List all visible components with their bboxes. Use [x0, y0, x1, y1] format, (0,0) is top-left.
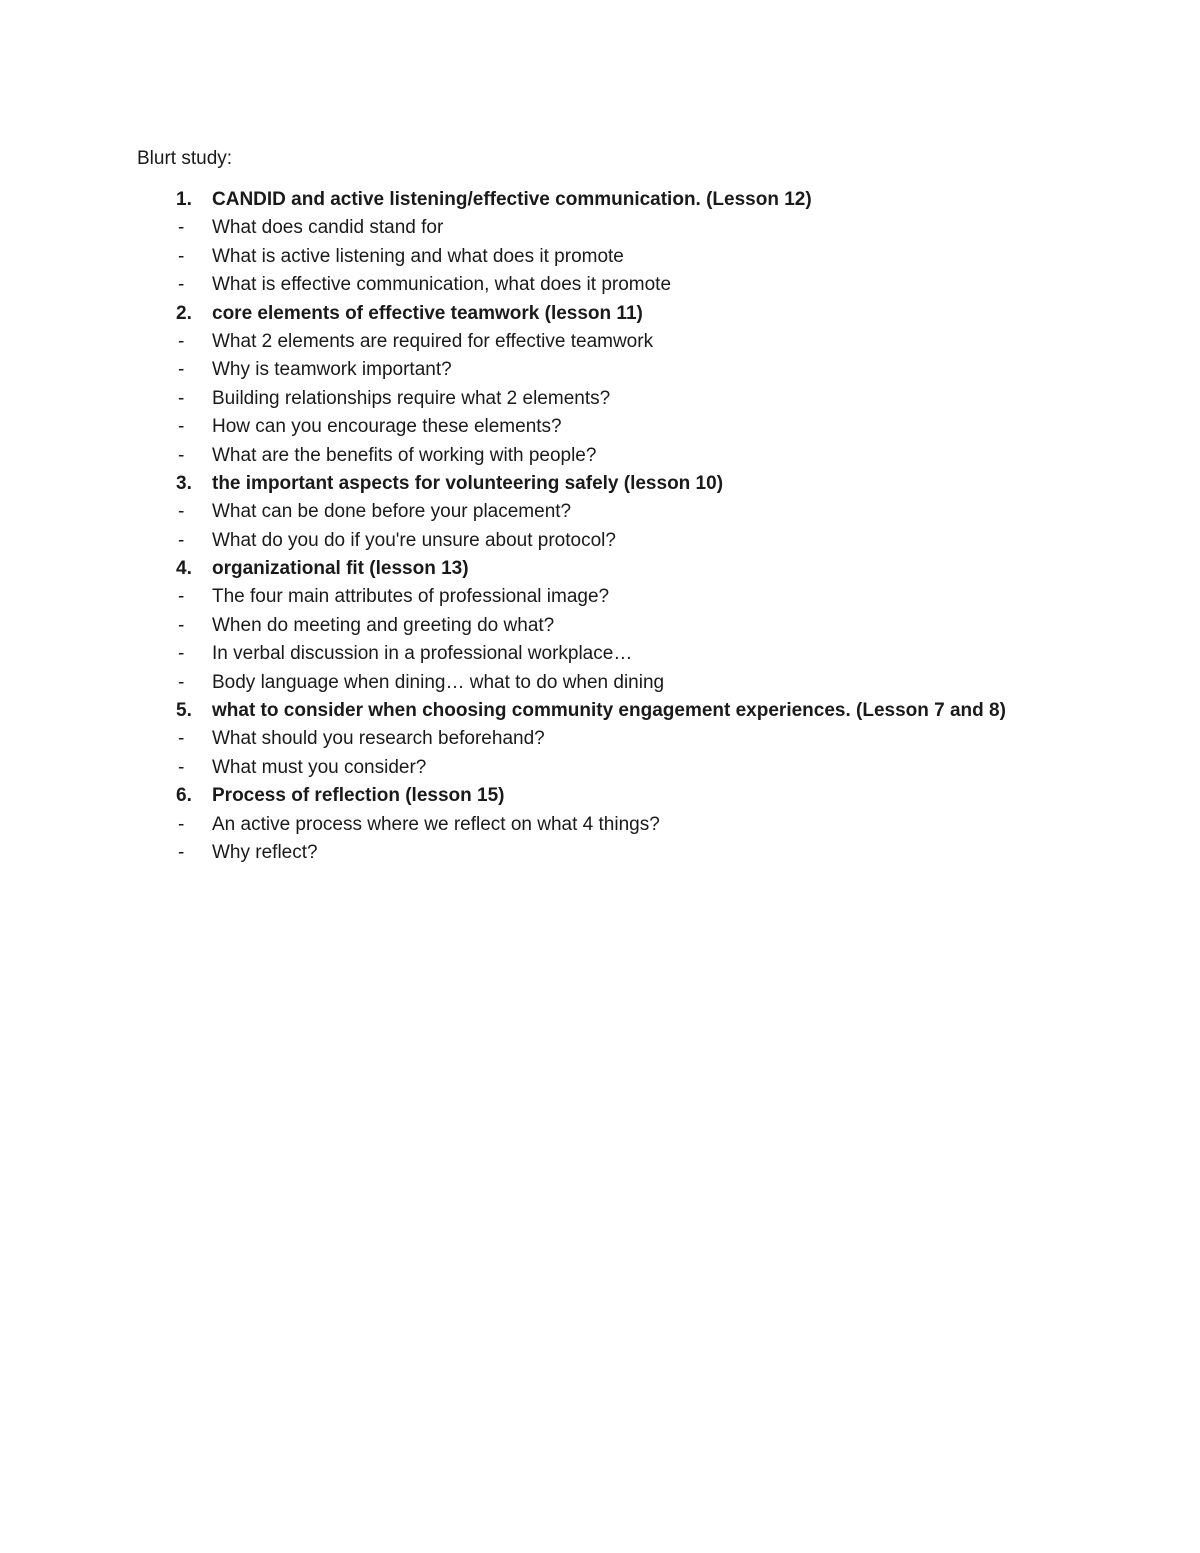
question-item — [0, 356, 1200, 384]
question-item — [0, 725, 1200, 753]
question-text: How can you encourage these elements? — [212, 416, 562, 438]
dash-bullet: - — [178, 387, 185, 409]
question-text: Body language when dining… what to do when dining — [212, 671, 665, 693]
section-number: 6. — [176, 785, 192, 807]
question-text: What does candid stand for — [212, 217, 444, 239]
dash-bullet: - — [178, 217, 185, 239]
question-text: What should you research beforehand? — [212, 728, 545, 750]
question-item — [0, 839, 1200, 867]
question-text: In verbal discussion in a professional workplace… — [212, 643, 633, 665]
section-number: 5. — [176, 700, 192, 722]
section-number: 2. — [176, 302, 192, 324]
section-heading — [0, 186, 1200, 214]
dash-bullet: - — [178, 501, 185, 523]
dash-bullet: - — [178, 416, 185, 438]
question-item — [0, 583, 1200, 611]
section-number: 1. — [176, 189, 192, 210]
question-text: What is effective communication, what does it promote — [212, 274, 672, 296]
question-item — [0, 413, 1200, 441]
dash-bullet: - — [178, 841, 185, 863]
question-text: What can be done before your placement? — [212, 501, 572, 523]
question-item — [0, 669, 1200, 697]
dash-bullet: - — [178, 614, 185, 636]
section-heading-text: the important aspects for volunteering safely (lesson 10) — [212, 472, 724, 494]
question-item — [0, 442, 1200, 470]
question-text: Why is teamwork important? — [212, 359, 452, 381]
question-item — [0, 527, 1200, 555]
section-heading-text: organizational fit (lesson 13) — [212, 558, 469, 580]
question-text: What are the benefits of working with people? — [212, 444, 597, 466]
question-item — [0, 328, 1200, 356]
dash-bullet: - — [178, 586, 185, 608]
section-heading-text: CANDID and active listening/effective communication. (Lesson 12) — [212, 189, 812, 210]
dash-bullet: - — [178, 330, 185, 352]
question-item — [0, 498, 1200, 526]
dash-bullet: - — [178, 728, 185, 750]
section-heading — [0, 470, 1200, 498]
dash-bullet: - — [178, 444, 185, 466]
section-heading-text: core elements of effective teamwork (lesson 11) — [212, 302, 643, 324]
section-number: 4. — [176, 558, 192, 580]
question-text: An active process where we reflect on what 4 things? — [212, 813, 660, 835]
question-item — [0, 214, 1200, 242]
question-text: Why reflect? — [212, 841, 318, 863]
dash-bullet: - — [178, 529, 185, 551]
question-item — [0, 271, 1200, 299]
dash-bullet: - — [178, 245, 185, 267]
dash-bullet: - — [178, 813, 185, 835]
section-number: 3. — [176, 472, 192, 494]
question-text: What 2 elements are required for effective teamwork — [212, 330, 654, 352]
dash-bullet: - — [178, 756, 185, 778]
study-list — [0, 186, 1200, 867]
dash-bullet: - — [178, 643, 185, 665]
question-text: The four main attributes of professional image? — [212, 586, 610, 608]
question-item — [0, 243, 1200, 271]
section-heading — [0, 782, 1200, 810]
section-heading — [0, 300, 1200, 328]
section-heading-text: what to consider when choosing community engagement experiences. (Lesson 7 and 8) — [212, 700, 1006, 722]
question-item — [0, 385, 1200, 413]
section-heading — [0, 555, 1200, 583]
question-item — [0, 640, 1200, 668]
question-text: Building relationships require what 2 elements? — [212, 387, 611, 409]
dash-bullet: - — [178, 671, 185, 693]
question-item — [0, 612, 1200, 640]
question-text: What is active listening and what does it promote — [212, 245, 624, 267]
document-title: Blurt study: — [137, 148, 233, 169]
question-text: When do meeting and greeting do what? — [212, 614, 555, 636]
section-heading — [0, 697, 1200, 725]
question-text: What must you consider? — [212, 756, 427, 778]
dash-bullet: - — [178, 274, 185, 296]
question-item — [0, 754, 1200, 782]
dash-bullet: - — [178, 359, 185, 381]
question-item — [0, 811, 1200, 839]
question-text: What do you do if you're unsure about protocol? — [212, 529, 616, 551]
section-heading-text: Process of reflection (lesson 15) — [212, 785, 505, 807]
